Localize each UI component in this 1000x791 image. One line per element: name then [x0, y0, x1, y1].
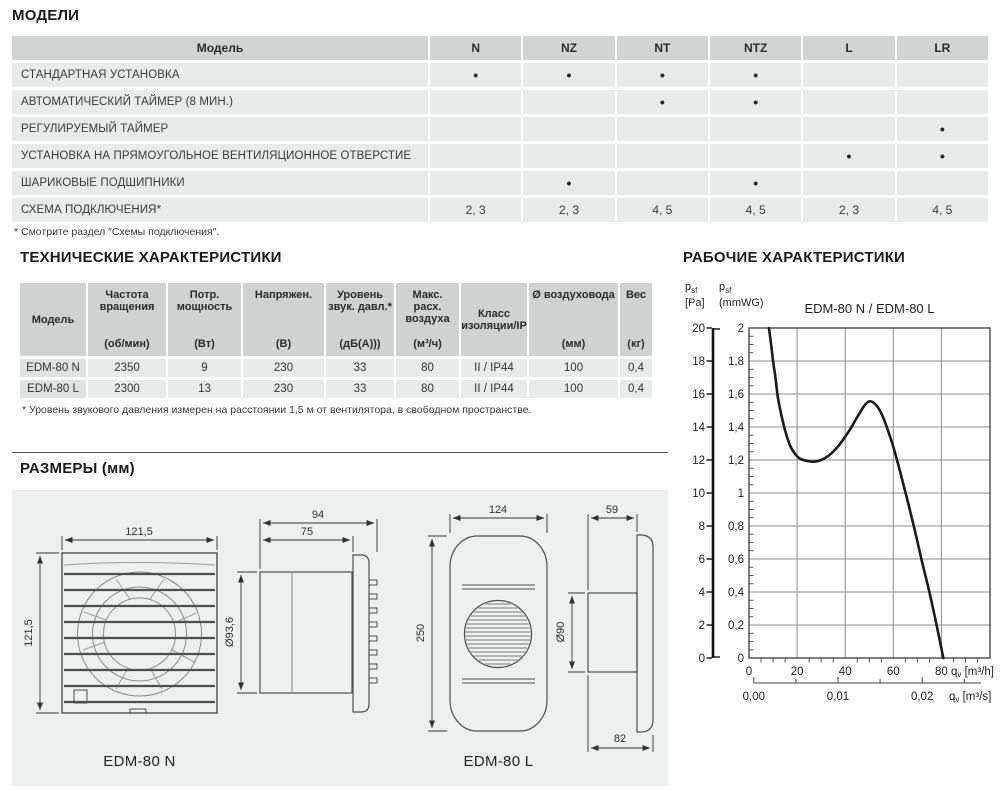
mmwg-tick-label: 1,8	[728, 356, 744, 368]
dim-l-duct: Ø90	[555, 621, 567, 643]
tech-value: 230	[243, 359, 324, 377]
dim-n-height: 121,5	[23, 619, 35, 647]
tech-col-unit: (дБ(А)))	[339, 338, 381, 350]
x-secondary-tick-label: 0,01	[826, 691, 850, 703]
models-section-title: МОДЕЛИ	[12, 7, 80, 24]
feature-value	[710, 144, 801, 168]
tech-value: 9	[168, 359, 241, 377]
tech-footnote: * Уровень звукового давления измерен на расстоянии 1,5 м от вентилятора, в свободном пространстве.	[22, 404, 532, 416]
feature-value	[617, 144, 708, 168]
feature-label: РЕГУЛИРУЕМЫЙ ТАЙМЕР	[12, 117, 428, 141]
mmwg-tick-label: 0,8	[728, 521, 744, 533]
feature-value	[897, 63, 988, 87]
mmwg-tick-label: 1,6	[728, 389, 744, 401]
feature-value	[897, 171, 988, 195]
y-axis-secondary-unit-label: $p_{sf}$ (mmWG)	[719, 281, 764, 310]
dim-n-depth-body: 75	[300, 526, 314, 538]
tech-col-unit: (об/мин)	[104, 338, 150, 350]
feature-dot: •	[430, 63, 521, 87]
tech-col-header	[243, 283, 324, 356]
pa-axis	[707, 328, 721, 658]
feature-value	[523, 144, 614, 168]
edm80n-side-drawing	[260, 555, 377, 712]
section-divider	[12, 452, 668, 453]
feature-value	[430, 144, 521, 168]
feature-value	[523, 117, 614, 141]
feature-value	[523, 90, 614, 114]
tech-value: 0,4	[620, 380, 652, 398]
edm80l-side-drawing	[588, 535, 653, 732]
tech-value: 33	[326, 359, 394, 377]
edm80n-label: EDM-80 N	[103, 753, 176, 770]
tech-specs-table	[20, 283, 652, 398]
pa-tick-label: 12	[692, 455, 705, 467]
pa-tick-label: 16	[692, 389, 705, 401]
pa-tick-label: 14	[692, 422, 705, 434]
models-header-nt: NT	[617, 36, 708, 60]
pa-tick-label: 6	[698, 554, 705, 566]
models-header-nz: NZ	[523, 36, 614, 60]
tech-col-header	[20, 283, 86, 356]
chart-grid	[749, 328, 990, 658]
mmwg-tick-label: 1	[737, 488, 744, 500]
x-secondary-tick-label: 0,02	[910, 691, 934, 703]
feature-dot: •	[523, 63, 614, 87]
feature-value	[430, 171, 521, 195]
tech-col-header	[461, 283, 527, 356]
minor-ticks	[749, 336, 977, 662]
tech-col-name: Класс изоляции/IP	[461, 307, 527, 332]
feature-value	[617, 117, 708, 141]
feature-dot: •	[897, 144, 988, 168]
feature-dot: •	[803, 144, 894, 168]
tech-value: II / IP44	[461, 359, 527, 377]
mmwg-tick-label: 1,4	[728, 422, 744, 434]
x-secondary-unit-label: qv [m³/s]	[949, 691, 992, 704]
y-axis-primary-unit-label: $p_{sf}$ [Pa]	[685, 281, 705, 310]
dim-l-height: 250	[415, 623, 427, 643]
models-header-model: Модель	[12, 36, 428, 60]
feature-label: СТАНДАРТНАЯ УСТАНОВКА	[12, 63, 428, 87]
mmwg-tick-label: 0,4	[728, 587, 744, 599]
feature-value	[897, 90, 988, 114]
dimension-drawings	[12, 490, 668, 786]
tech-value: 2350	[88, 359, 166, 377]
dim-n-depth-total: 94	[311, 509, 325, 521]
feature-dot: •	[523, 171, 614, 195]
feature-label: УСТАНОВКА НА ПРЯМОУГОЛЬНОЕ ВЕНТИЛЯЦИОННОЕ ОТВЕРСТИЕ	[12, 144, 428, 168]
feature-dot: •	[897, 117, 988, 141]
performance-chart	[683, 283, 1000, 723]
tech-col-name: Модель	[31, 313, 75, 326]
dim-n-width: 121,5	[125, 526, 153, 538]
feature-value: 4, 5	[710, 198, 801, 222]
feature-dot: •	[710, 171, 801, 195]
tech-col-name: Макс. расх. воздуха	[405, 289, 450, 325]
tech-value: 0,4	[620, 359, 652, 377]
tech-col-unit: (кг)	[627, 338, 645, 350]
tech-col-name: Вес	[625, 289, 647, 301]
performance-section-title: РАБОЧИЕ ХАРАКТЕРИСТИКИ	[683, 249, 906, 266]
mmwg-tick-label: 0,2	[728, 620, 744, 632]
dim-l-width: 124	[488, 504, 508, 516]
mmwg-tick-label: 1,2	[728, 455, 744, 467]
feature-value	[803, 63, 894, 87]
models-header-lr: LR	[897, 36, 988, 60]
tech-value: 100	[529, 359, 618, 377]
feature-value: 4, 5	[617, 198, 708, 222]
dimensions-panel	[12, 490, 668, 786]
tech-value: 80	[396, 359, 459, 377]
feature-value	[803, 171, 894, 195]
feature-dot: •	[710, 90, 801, 114]
feature-value	[617, 171, 708, 195]
tech-value: 100	[529, 380, 618, 398]
feature-label: АВТОМАТИЧЕСКИЙ ТАЙМЕР (8 МИН.)	[12, 90, 428, 114]
tech-col-header	[326, 283, 394, 356]
dim-l-depth-front: 59	[605, 504, 619, 516]
tech-value: 2300	[88, 380, 166, 398]
pa-tick-label: 2	[698, 620, 705, 632]
feature-value	[710, 117, 801, 141]
pa-tick-label: 18	[692, 356, 705, 368]
pa-tick-label: 4	[698, 587, 705, 599]
tech-col-unit: (В)	[275, 338, 292, 350]
x-tick-label: 60	[886, 666, 900, 678]
models-header-l: L	[803, 36, 894, 60]
dim-l-depth-total: 82	[613, 733, 627, 745]
tech-col-name: Ø воздуховода	[532, 289, 615, 301]
feature-dot: •	[617, 90, 708, 114]
tech-col-header	[168, 283, 241, 356]
x-tick-label: 40	[838, 666, 852, 678]
tech-value: 13	[168, 380, 241, 398]
tech-col-unit: (Вт)	[194, 338, 215, 350]
edm80l-front-drawing	[450, 536, 547, 731]
feature-label: СХЕМА ПОДКЛЮЧЕНИЯ*	[12, 198, 428, 222]
edm80n-front-drawing	[62, 553, 217, 713]
tech-col-name: Напряжен.	[254, 289, 313, 301]
pa-tick-label: 20	[692, 323, 705, 335]
chart-title: EDM-80 N / EDM-80 L	[804, 301, 935, 316]
feature-value	[430, 117, 521, 141]
x-tick-label: 20	[790, 666, 804, 678]
feature-value: 2, 3	[803, 198, 894, 222]
tech-col-unit: (м³/ч)	[413, 338, 442, 350]
tech-col-name: Уровень звук. давл.*	[328, 289, 392, 313]
pa-tick-label: 10	[692, 488, 705, 500]
pa-tick-label: 0	[698, 653, 705, 665]
tech-value: II / IP44	[461, 380, 527, 398]
mmwg-tick-label: 0	[737, 653, 744, 665]
tech-col-header	[396, 283, 459, 356]
mmwg-tick-label: 0,6	[728, 554, 744, 566]
tech-col-header	[529, 283, 618, 356]
tech-value: 33	[326, 380, 394, 398]
tech-value: 230	[243, 380, 324, 398]
tech-col-unit: (мм)	[561, 338, 586, 350]
tech-value: 80	[396, 380, 459, 398]
feature-dot: •	[710, 63, 801, 87]
tech-col-header	[620, 283, 652, 356]
feature-value	[803, 90, 894, 114]
tech-col-header	[88, 283, 166, 356]
x-axis-unit-label: qv [m³/h]	[951, 666, 994, 679]
tech-model-name: EDM-80 N	[20, 359, 86, 377]
performance-chart-svg	[683, 283, 1000, 723]
models-header-ntz: NTZ	[710, 36, 801, 60]
models-table	[12, 36, 988, 222]
tech-col-name: Частота вращения	[99, 289, 155, 313]
x-tick-label: 0	[745, 666, 753, 678]
mmwg-tick-label: 2	[737, 323, 744, 335]
dimensions-section-title: РАЗМЕРЫ (мм)	[20, 460, 135, 477]
dim-n-duct: Ø93,6	[224, 617, 236, 647]
feature-value: 2, 3	[430, 198, 521, 222]
feature-dot: •	[617, 63, 708, 87]
edm80l-label: EDM-80 L	[463, 753, 534, 770]
x-tick-label: 80	[935, 666, 948, 678]
models-footnote: * Смотрите раздел ″Схемы подключения″.	[14, 226, 220, 238]
feature-value	[803, 117, 894, 141]
feature-value	[430, 90, 521, 114]
feature-label: ШАРИКОВЫЕ ПОДШИПНИКИ	[12, 171, 428, 195]
tech-section-title: ТЕХНИЧЕСКИЕ ХАРАКТЕРИСТИКИ	[20, 249, 282, 266]
tech-col-name: Потр. мощность	[176, 289, 233, 313]
pa-tick-label: 8	[698, 521, 705, 533]
tech-model-name: EDM-80 L	[20, 380, 86, 398]
feature-value: 2, 3	[523, 198, 614, 222]
models-header-n: N	[430, 36, 521, 60]
x-secondary-tick-label: 0,00	[742, 691, 766, 703]
feature-value: 4, 5	[897, 198, 988, 222]
